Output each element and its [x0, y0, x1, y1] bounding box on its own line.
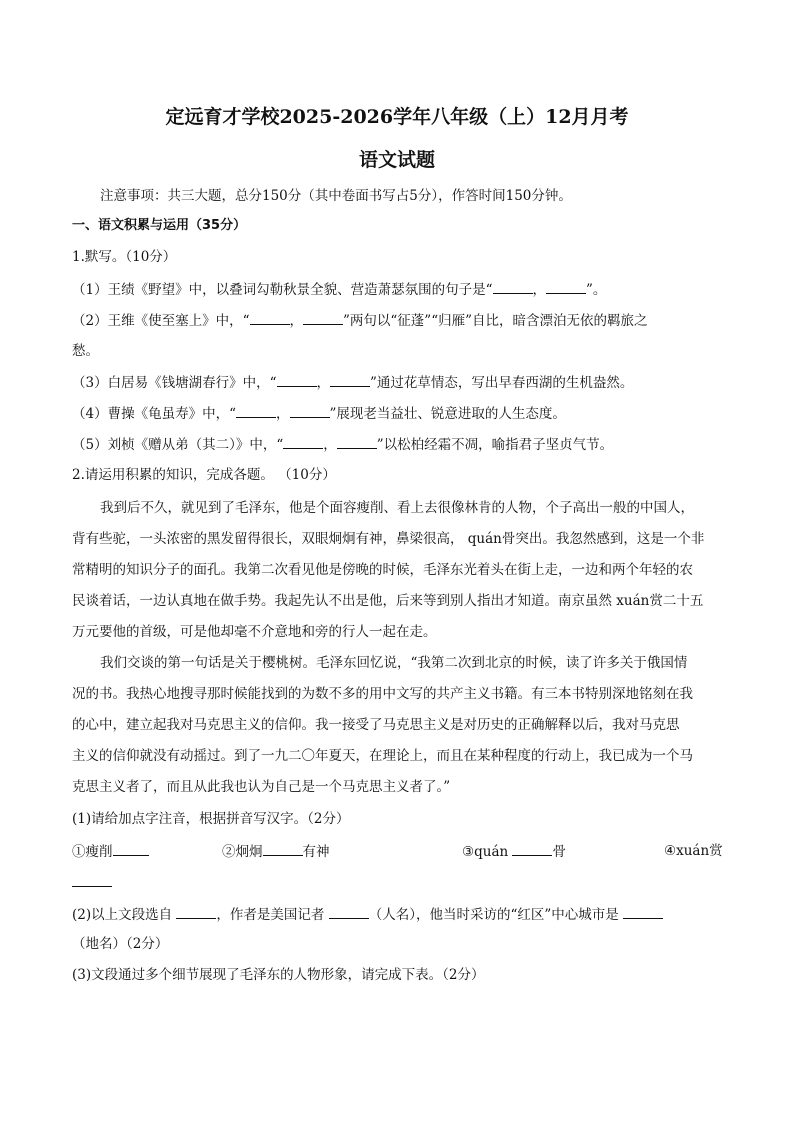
- subquestion-2-continued: （地名）（2分）: [72, 936, 169, 952]
- dictation-item-2-continued: 愁。: [72, 343, 99, 359]
- passage-line: 的心中，建立起我对马克思主义的信仰。我一接受了马克思主义是对历史的正确解释以后，我对马克思: [72, 717, 680, 733]
- pinyin-item-d-blank: [72, 872, 112, 893]
- dictation-item-1: （1）王绩《野望》中，以叠词勾勒秋景全貌、营造萧瑟氛围的句子是“ ， ”。: [72, 279, 606, 300]
- answer-blank[interactable]: [283, 434, 323, 449]
- answer-blank[interactable]: [113, 841, 149, 856]
- answer-blank[interactable]: [290, 403, 330, 418]
- passage-line: 民谈着话，一边认真地在做手势。我起先认不出是他，后来等到别人指出才知道。南京虽然 xuán赏二十五: [72, 593, 704, 609]
- answer-blank[interactable]: [337, 434, 377, 449]
- answer-blank[interactable]: [546, 279, 586, 294]
- passage-line: 我们交谈的第一句话是关于樱桃树。毛泽东回忆说，“我第二次到北京的时候，读了许多关于俄国情: [100, 655, 688, 671]
- passage-line: 常精明的知识分子的面孔。我第二次看见他是傍晚的时候，毛泽东光着头在街上走，一边和两个年轻的农: [72, 562, 693, 578]
- subquestion-2: (2)以上文段选自 ，作者是美国记者 （人名），他当时采访的“红区”中心城市是: [72, 904, 663, 925]
- pinyin-item-c: ③quán 骨: [462, 841, 566, 862]
- exam-title: 定远育才学校2025-2026学年八年级（上）12月月考: [165, 106, 629, 128]
- dictation-item-4: （4）曹操《龟虽寿》中，“ ， ”展现老当益壮、锐意进取的人生态度。: [72, 403, 566, 424]
- answer-blank[interactable]: [277, 372, 317, 387]
- passage-line: 背有些驼，一头浓密的黑发留得很长，双眼炯炯有神，鼻梁很高， quán骨突出。我忽然感到，这是一个非: [72, 531, 705, 547]
- answer-blank[interactable]: [512, 841, 552, 856]
- subquestion-3: (3)文段通过多个细节展现了毛泽东的人物形象，请完成下表。（2分）: [72, 967, 485, 983]
- answer-blank[interactable]: [330, 372, 370, 387]
- notice-text: 注意事项：共三大题，总分150分（其中卷面书写占5分），作答时间150分钟。: [100, 188, 572, 204]
- pinyin-item-d: ④xuán赏: [664, 843, 723, 859]
- answer-blank[interactable]: [623, 904, 663, 919]
- dictation-item-5: （5）刘桢《赠从弟（其二）》中，“ ， ”以松柏经霜不凋，喻指君子坚贞气节。: [72, 434, 613, 455]
- passage-line: 况的书。我热心地搜寻那时候能找到的为数不多的用中文写的共产主义书籍。有三本书特别深地铭刻在我: [72, 686, 693, 702]
- passage-line: 主义的信仰就没有动摇过。到了一九二〇年夏天，在理论上，而且在某种程度的行动上，我已成为一个马: [72, 748, 693, 764]
- subquestion-1-label: (1)请给加点字注音，根据拼音写汉字。（2分）: [72, 811, 350, 827]
- answer-blank[interactable]: [263, 841, 303, 856]
- dictation-item-2: （2）王维《使至塞上》中，“ ， ”两句以“征蓬”“归雁”自比，暗含漂泊无依的羁旅之: [72, 310, 648, 331]
- answer-blank[interactable]: [236, 403, 276, 418]
- pinyin-item-b: ②炯炯 有神: [222, 841, 330, 862]
- answer-blank[interactable]: [329, 904, 369, 919]
- dictation-item-3: （3）白居易《钱塘湖春行》中，“ ， ”通过花草情态，写出早春西湖的生机盎然。: [72, 372, 633, 393]
- pinyin-item-a: ①瘦削: [72, 841, 149, 862]
- section-heading: 一、语文积累与运用（35分）: [72, 218, 247, 233]
- exam-subtitle: 语文试题: [358, 149, 435, 171]
- passage-line: 我到后不久，就见到了毛泽东，他是个面容瘦削、看上去很像林肯的人物，个子高出一般的中国人，: [100, 500, 694, 516]
- answer-blank[interactable]: [72, 872, 112, 887]
- passage-line: 克思主义者了，而且从此我也认为自己是一个马克思主义者了。”: [72, 779, 451, 795]
- answer-blank[interactable]: [176, 904, 216, 919]
- answer-blank[interactable]: [493, 279, 533, 294]
- question-2-label: 2.请运用积累的知识，完成各题。 （10分）: [72, 467, 336, 483]
- question-1-label: 1.默写。（10分）: [72, 249, 177, 265]
- passage-line: 万元要他的首级，可是他却毫不介意地和旁的行人一起在走。: [72, 624, 437, 640]
- answer-blank[interactable]: [303, 310, 343, 325]
- answer-blank[interactable]: [250, 310, 290, 325]
